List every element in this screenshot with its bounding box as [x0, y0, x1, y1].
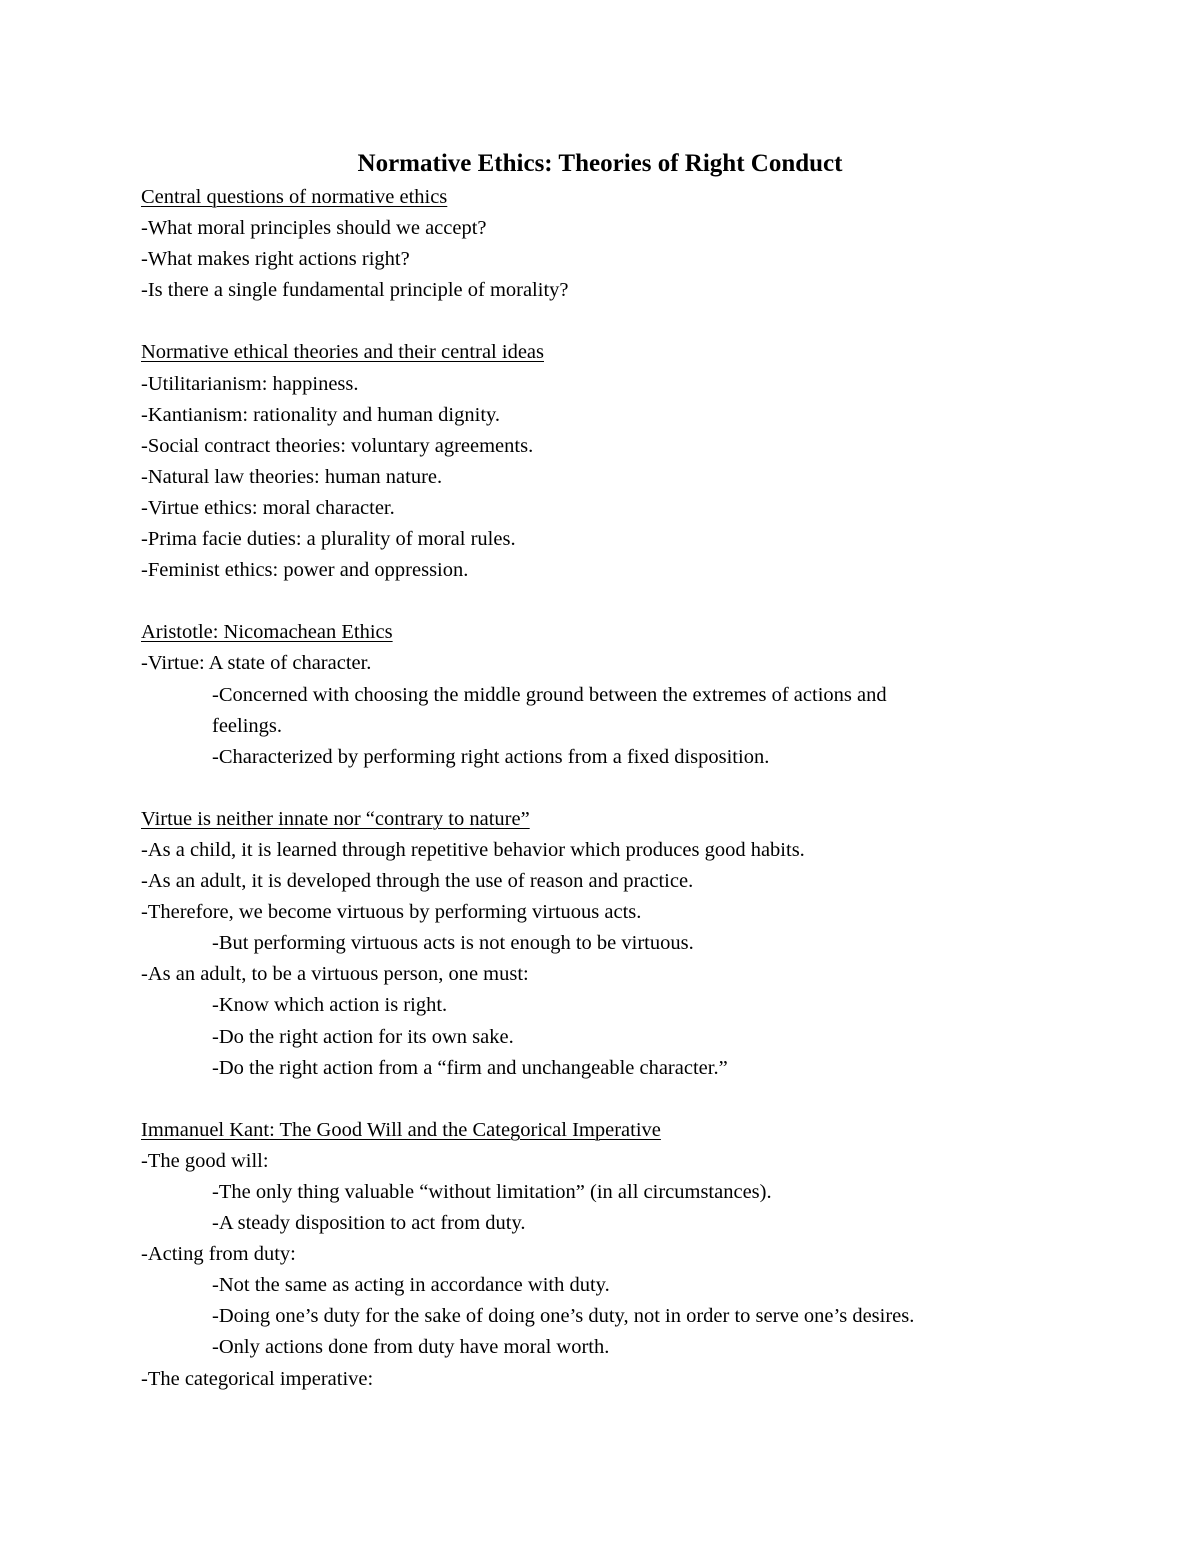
blank-line	[141, 586, 1141, 617]
bullet-line: -As an adult, to be a virtuous person, one must:	[141, 963, 529, 986]
sub-bullet-line: -Only actions done from duty have moral worth.	[212, 1336, 610, 1359]
blank-line	[141, 773, 1141, 804]
bullet-line: -Prima facie duties: a plurality of moral rules.	[141, 528, 516, 551]
bullet-line: -Utilitarianism: happiness.	[141, 372, 359, 395]
bullet-line: -Virtue: A state of character.	[141, 652, 372, 675]
sub-bullet-line-continuation: feelings.	[212, 714, 283, 737]
blank-line	[141, 306, 1141, 337]
sub-bullet-line: -Not the same as acting in accordance with duty.	[212, 1274, 610, 1297]
sub-bullet-line: -Do the right action from a “firm and unchangeable character.”	[212, 1056, 728, 1079]
sub-bullet-line: -Do the right action for its own sake.	[212, 1025, 514, 1048]
section-heading: Normative ethical theories and their central ideas	[141, 341, 544, 364]
bullet-line: -Natural law theories: human nature.	[141, 465, 443, 488]
bullet-line: -As a child, it is learned through repetitive behavior which produces good habits.	[141, 838, 805, 861]
bullet-line: -Kantianism: rationality and human dignity.	[141, 403, 501, 426]
sub-bullet-line: -Doing one’s duty for the sake of doing one’s duty, not in order to serve one’s desires.	[212, 1305, 915, 1328]
section-heading: Central questions of normative ethics	[141, 186, 448, 208]
section-ethical-theories	[141, 337, 1141, 586]
document-body	[141, 182, 1141, 1395]
section-heading: Aristotle: Nicomachean Ethics	[141, 621, 393, 644]
bullet-line: -What moral principles should we accept?	[141, 217, 487, 240]
bullet-line: -What makes right actions right?	[141, 248, 410, 271]
bullet-line: -Feminist ethics: power and oppression.	[141, 559, 469, 582]
sub-bullet-line: -A steady disposition to act from duty.	[212, 1212, 526, 1235]
sub-bullet-line: -But performing virtuous acts is not enough to be virtuous.	[212, 932, 694, 955]
bullet-line: -The good will:	[141, 1149, 269, 1172]
sub-bullet-line: -The only thing valuable “without limitation” (in all circumstances).	[212, 1181, 772, 1203]
bullet-line: -Social contract theories: voluntary agreements.	[141, 434, 534, 457]
bullet-line: -Acting from duty:	[141, 1243, 296, 1266]
bullet-line: -As an adult, it is developed through the use of reason and practice.	[141, 870, 694, 893]
sub-bullet-line: -Know which action is right.	[212, 994, 448, 1017]
page-title: Normative Ethics: Theories of Right Conduct	[357, 150, 843, 177]
section-aristotle	[141, 617, 1141, 772]
blank-line	[141, 1084, 1141, 1115]
sub-bullet-line: -Characterized by performing right actions from a fixed disposition.	[212, 745, 770, 768]
section-central-questions	[141, 182, 1141, 306]
section-kant	[141, 1115, 1141, 1395]
bullet-line: -Virtue ethics: moral character.	[141, 496, 395, 519]
section-heading: Virtue is neither innate nor “contrary to nature”	[141, 807, 530, 830]
sub-bullet-line: -Concerned with choosing the middle ground between the extremes of actions and	[212, 683, 887, 706]
section-virtue-nature	[141, 804, 1141, 1084]
bullet-line: -The categorical imperative:	[141, 1367, 374, 1390]
section-heading: Immanuel Kant: The Good Will and the Categorical Imperative	[141, 1118, 661, 1141]
bullet-line: -Is there a single fundamental principle of morality?	[141, 279, 569, 302]
bullet-line: -Therefore, we become virtuous by performing virtuous acts.	[141, 901, 642, 924]
